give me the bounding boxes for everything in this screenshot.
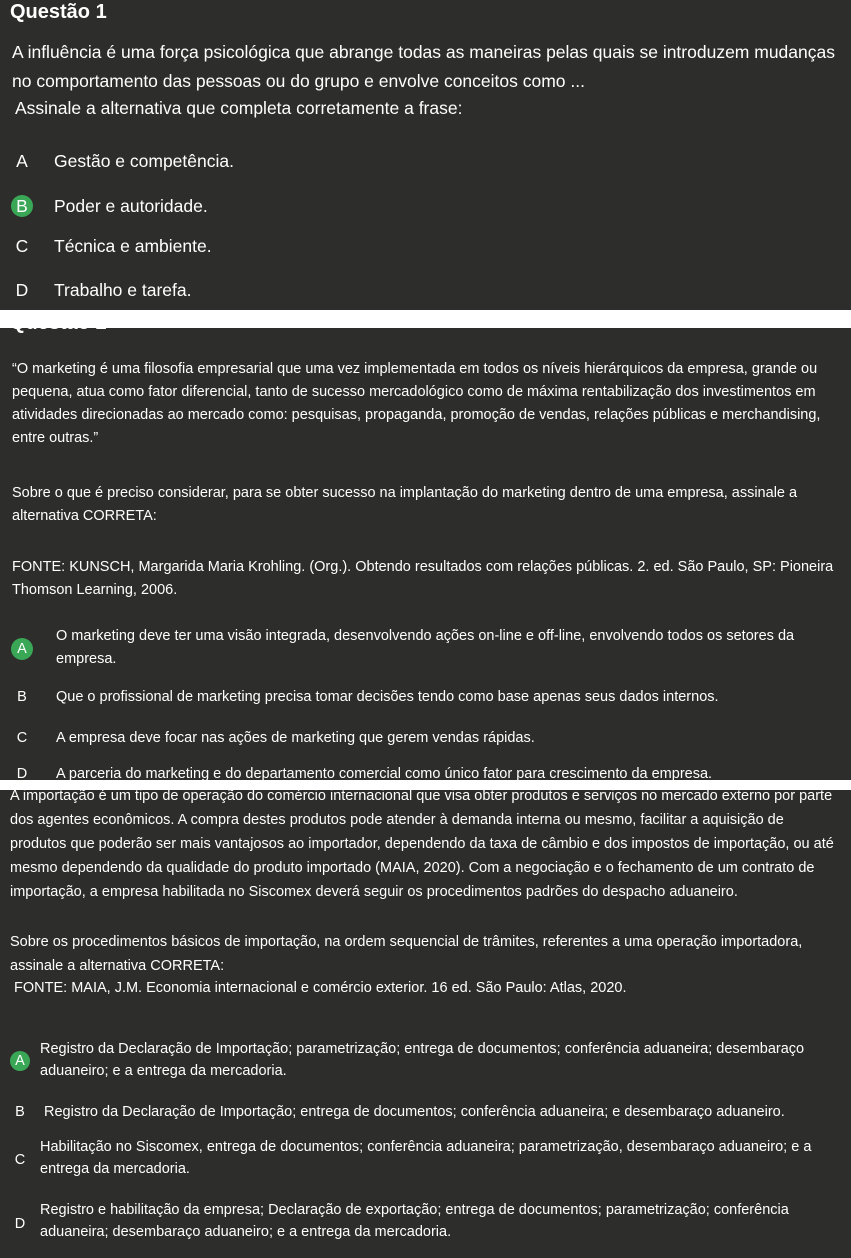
option-c[interactable] xyxy=(0,1136,851,1182)
option-a-selected[interactable] xyxy=(0,1038,851,1084)
question-instruction: Sobre os procedimentos básicos de importação, na ordem sequencial de trâmites, referentes a uma operação importadora, assinale a alternativa CORRETA: xyxy=(10,934,803,974)
question-instruction: Sobre o que é preciso considerar, para se obter sucesso na implantação do marketing dentro de uma empresa, assinale a alternativa CORRETA: xyxy=(12,485,798,524)
question-statement: A importação é um tipo de operação do comércio internacional que visa obter produtos e serviços no mercado externo por parte dos agentes econômicos. A compra destes produtos pode atender à demanda interna ou mesmo, facilitar a aquisição de produtos que poderão ser mais vantajosos ao importador, dependendo da taxa de câmbio e dos impostos de importação, ou até mesmo dependendo da qualidade do produto importado (MAIA, 2020). Com a negociação e o fechamento de um contrato de importação, a empresa habilitada no Siscomex deverá seguir os procedimentos padrões do despacho aduaneiro. xyxy=(10,788,834,900)
option-b[interactable] xyxy=(0,1101,851,1125)
option-letter: D xyxy=(15,280,29,300)
option-a-selected[interactable] xyxy=(0,624,851,672)
option-text: Registro e habilitação da empresa; Declaração de exportação; entrega de documentos; parametrização; conferência aduaneira; desembaraço aduaneiro; e a entrega da mercadoria. xyxy=(40,1202,789,1240)
option-text: Técnica e ambiente. xyxy=(54,236,212,256)
option-text: A parceria do marketing e do departamento comercial como único fator para crescimento da empresa. xyxy=(56,766,713,782)
option-b-selected[interactable] xyxy=(0,191,851,221)
option-text: Que o profissional de marketing precisa tomar decisões tendo como base apenas seus dados internos. xyxy=(56,689,719,705)
question-3-panel xyxy=(0,790,851,1258)
option-letter: C xyxy=(16,730,28,746)
option-letter: A xyxy=(16,151,28,171)
option-c[interactable] xyxy=(0,727,851,753)
question-title: Questão 1 xyxy=(10,1,107,23)
selected-option-badge: A xyxy=(10,1051,30,1071)
option-text: Trabalho e tarefa. xyxy=(54,280,192,300)
option-b[interactable] xyxy=(0,686,851,712)
question-source: FONTE: MAIA, J.M. Economia internacional e comércio exterior. 16 ed. São Paulo: Atlas, 2020. xyxy=(14,980,627,996)
question-title: Questão 2 xyxy=(10,312,107,334)
selected-option-badge: A xyxy=(11,638,33,660)
option-a[interactable] xyxy=(0,146,851,176)
option-text: O marketing deve ter uma visão integrada, desenvolvendo ações on-line e off-line, envolvendo todos os setores da empresa. xyxy=(56,628,795,667)
option-text: Registro da Declaração de Importação; parametrização; entrega de documentos; conferência aduaneira; desembaraço aduaneiro; e a entrega da mercadoria. xyxy=(40,1041,805,1079)
question-2-panel xyxy=(0,312,851,782)
option-text: Habilitação no Siscomex, entrega de documentos; conferência aduaneira; parametrização, desembaraço aduaneiro; e a entrega da mercadoria. xyxy=(40,1139,812,1177)
option-letter: B xyxy=(15,1104,25,1120)
option-text: Poder e autoridade. xyxy=(54,196,208,216)
question-1-panel xyxy=(0,0,851,310)
question-statement: A influência é uma força psicológica que abrange todas as maneiras pelas quais se introduzem mudanças no comportamento das pessoas ou do grupo e envolve conceitos como ... xyxy=(12,42,835,91)
question-quote: “O marketing é uma filosofia empresarial que uma vez implementada em todos os níveis hierárquicos da empresa, grande ou pequena, atua como fator diferencial, tanto de sucesso mercadológico como de máxima rentabilização dos investimentos em atividades direcionadas ao mercado como: pesquisas, propaganda, promoção de vendas, relações públicas e merchandising, entre outras.” xyxy=(12,361,821,446)
option-d[interactable] xyxy=(0,275,851,305)
option-letter: B xyxy=(17,689,27,705)
option-letter: D xyxy=(16,766,28,782)
question-instruction: Assinale a alternativa que completa corretamente a frase: xyxy=(15,98,463,118)
question-source: FONTE: KUNSCH, Margarida Maria Krohling. (Org.). Obtendo resultados com relações públicas. 2. ed. São Paulo, SP: Pioneira Thomson Learning, 2006. xyxy=(12,559,834,598)
option-text: Registro da Declaração de Importação; entrega de documentos; conferência aduaneira; e desembaraço aduaneiro. xyxy=(44,1104,785,1120)
option-text: A empresa deve focar nas ações de marketing que gerem vendas rápidas. xyxy=(56,730,535,746)
option-d[interactable] xyxy=(0,1199,851,1249)
option-letter: D xyxy=(14,1216,26,1232)
selected-option-badge: B xyxy=(11,195,33,217)
option-letter: C xyxy=(14,1152,26,1168)
option-letter: C xyxy=(15,236,29,256)
option-c[interactable] xyxy=(0,231,851,261)
option-text: Gestão e competência. xyxy=(54,151,234,171)
